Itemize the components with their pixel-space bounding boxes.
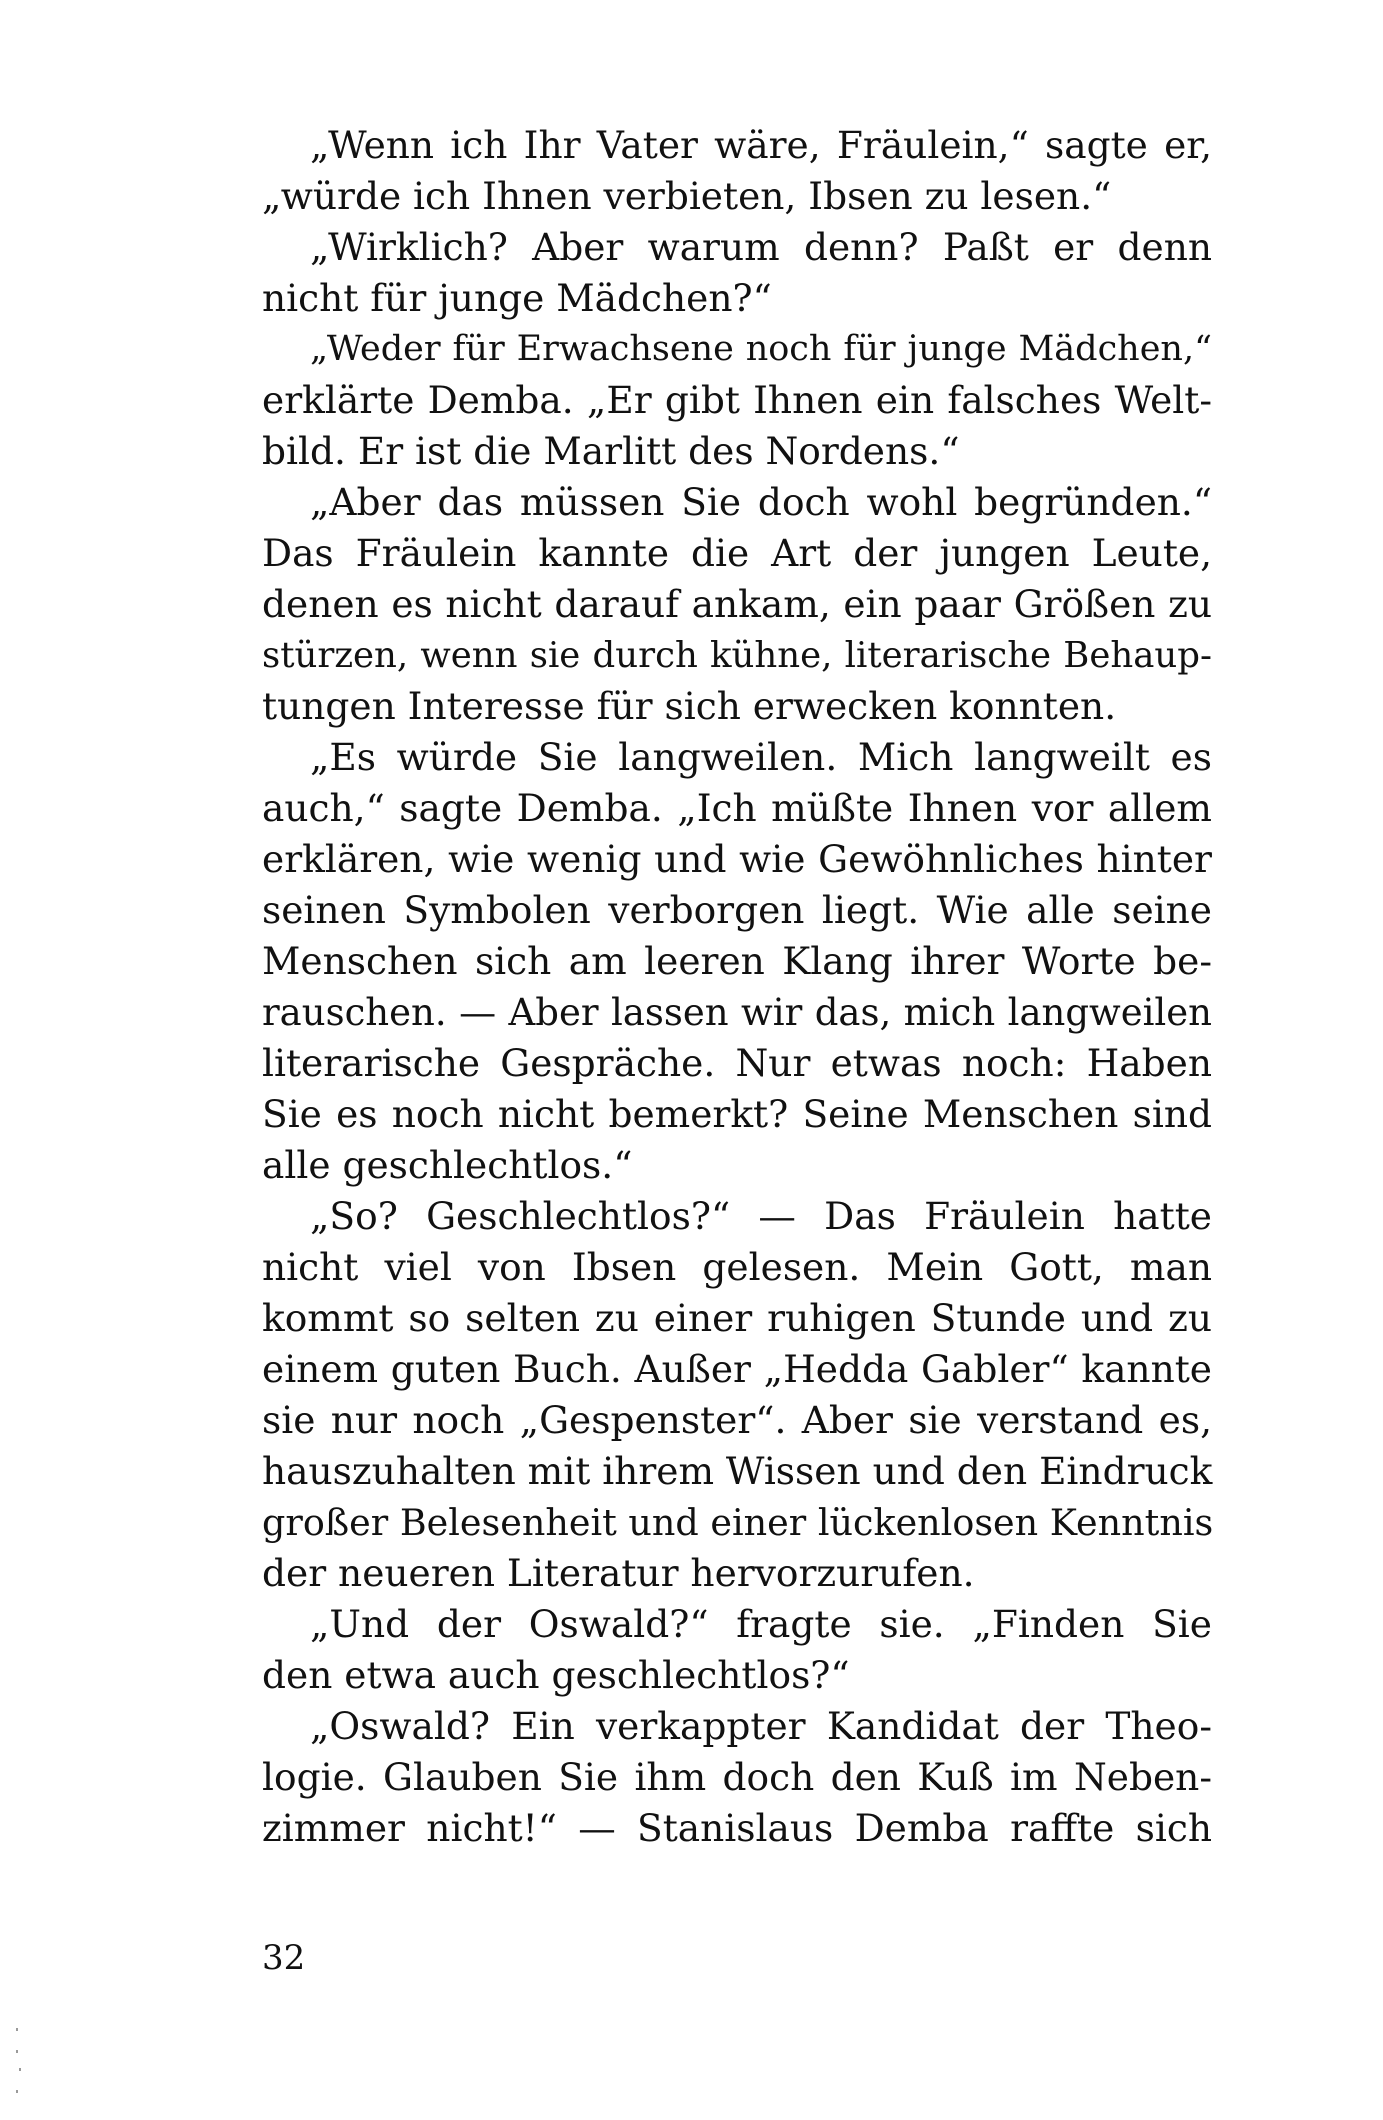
text-line: zimmer nicht!“ — Stanislaus Demba raffte sich [262, 1806, 1212, 1850]
page-number: 32 [262, 1938, 306, 1978]
text-line: Menschen sich am leeren Klang ihrer Worte be- [262, 939, 1212, 983]
text-line: „Es würde Sie langweilen. Mich langweilt es [310, 735, 1212, 779]
text-line: sie nur noch „Gespenster“. Aber sie verstand es, [262, 1398, 1212, 1442]
text-line: bild. Er ist die Marlitt des Nordens.“ [262, 429, 960, 473]
text-line: hauszuhalten mit ihrem Wissen und den Eindruck [262, 1449, 1213, 1493]
text-line: alle geschlechtlos.“ [262, 1143, 633, 1187]
text-line: erklären, wie wenig und wie Gewöhnliches hinter [262, 837, 1212, 881]
text-line: auch,“ sagte Demba. „Ich müßte Ihnen vor allem [262, 786, 1212, 830]
text-line: „würde ich Ihnen verbieten, Ibsen zu lesen.“ [262, 174, 1112, 218]
text-line: der neueren Literatur hervorzurufen. [262, 1551, 975, 1595]
text-line: „Weder für Erwachsene noch für junge Mädchen,“ [310, 329, 1212, 369]
text-line: seinen Symbolen verborgen liegt. Wie alle seine [262, 888, 1212, 932]
text-line: „Und der Oswald?“ fragte sie. „Finden Sie [310, 1602, 1212, 1646]
text-line: denen es nicht darauf ankam, ein paar Größen zu [262, 582, 1212, 626]
text-line: den etwa auch geschlechtlos?“ [262, 1653, 850, 1697]
text-line: „Wirklich? Aber warum denn? Paßt er denn [310, 225, 1212, 269]
text-line: stürzen, wenn sie durch kühne, literarische Behaup- [262, 635, 1212, 676]
text-line: „Aber das müssen Sie doch wohl begründen.“ [310, 480, 1212, 524]
text-line: „Oswald? Ein verkappter Kandidat der Theo- [310, 1704, 1212, 1748]
text-line: kommt so selten zu einer ruhigen Stunde und zu [262, 1296, 1212, 1340]
body-text [262, 120, 1212, 1854]
text-line: tungen Interesse für sich erwecken konnten. [262, 684, 1117, 728]
text-line: Sie es noch nicht bemerkt? Seine Menschen sind [262, 1092, 1212, 1136]
text-line: Das Fräulein kannte die Art der jungen Leute, [262, 531, 1212, 575]
margin-specks [14, 2028, 24, 2108]
text-line: nicht viel von Ibsen gelesen. Mein Gott, man [262, 1245, 1212, 1289]
text-line: rauschen. — Aber lassen wir das, mich langweilen [262, 991, 1212, 1034]
text-line: nicht für junge Mädchen?“ [262, 276, 772, 320]
text-line: „So? Geschlechtlos?“ — Das Fräulein hatte [310, 1194, 1212, 1238]
text-line: literarische Gespräche. Nur etwas noch: Haben [262, 1041, 1212, 1085]
text-line: großer Belesenheit und einer lückenlosen Kenntnis [262, 1501, 1214, 1544]
text-line: erklärte Demba. „Er gibt Ihnen ein falsches Welt- [262, 378, 1212, 422]
text-line: „Wenn ich Ihr Vater wäre, Fräulein,“ sagte er, [310, 123, 1212, 167]
text-line: einem guten Buch. Außer „Hedda Gabler“ kannte [262, 1347, 1212, 1391]
text-line: logie. Glauben Sie ihm doch den Kuß im Neben- [262, 1755, 1212, 1799]
